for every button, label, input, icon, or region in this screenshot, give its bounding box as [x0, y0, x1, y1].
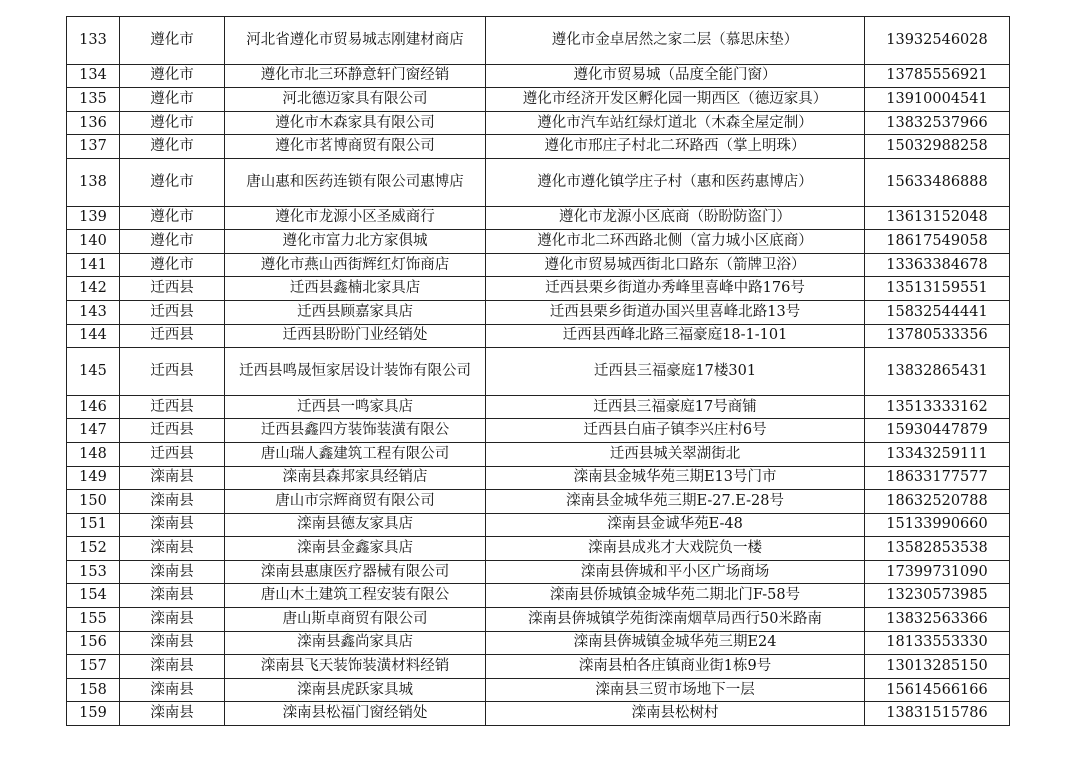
area-cell: 迁西县 — [120, 277, 225, 301]
row-number-cell: 146 — [67, 395, 120, 419]
area-cell: 遵化市 — [120, 17, 225, 65]
area-cell: 滦南县 — [120, 655, 225, 679]
address-cell: 滦南县三贸市场地下一层 — [486, 678, 865, 702]
phone-cell: 15032988258 — [865, 135, 1010, 159]
phone-cell: 15614566166 — [865, 678, 1010, 702]
row-number-cell: 139 — [67, 206, 120, 230]
area-cell: 遵化市 — [120, 206, 225, 230]
row-number-cell: 149 — [67, 466, 120, 490]
address-cell: 迁西县三福豪庭17号商铺 — [486, 395, 865, 419]
area-cell: 遵化市 — [120, 64, 225, 88]
address-cell: 遵化市北二环西路北侧（富力城小区底商） — [486, 230, 865, 254]
table-row — [67, 88, 1010, 112]
row-number-cell: 137 — [67, 135, 120, 159]
address-cell: 滦南县柏各庄镇商业街1栋9号 — [486, 655, 865, 679]
address-cell: 滦南县成兆才大戏院负一楼 — [486, 537, 865, 561]
address-cell: 遵化市金卓居然之家二层（慕思床垫） — [486, 17, 865, 65]
store-name-cell: 滦南县森邦家具经销店 — [225, 466, 486, 490]
phone-cell: 13785556921 — [865, 64, 1010, 88]
store-name-cell: 滦南县德友家具店 — [225, 513, 486, 537]
row-number-cell: 140 — [67, 230, 120, 254]
table-row — [67, 64, 1010, 88]
row-number-cell: 154 — [67, 584, 120, 608]
row-number-cell: 138 — [67, 158, 120, 206]
store-name-cell: 迁西县顾嘉家具店 — [225, 300, 486, 324]
row-number-cell: 148 — [67, 442, 120, 466]
table-row — [67, 631, 1010, 655]
row-number-cell: 143 — [67, 300, 120, 324]
store-name-cell: 遵化市茗博商贸有限公司 — [225, 135, 486, 159]
table-row — [67, 442, 1010, 466]
row-number-cell: 159 — [67, 702, 120, 726]
address-cell: 滦南县倴城和平小区广场商场 — [486, 560, 865, 584]
table-row — [67, 678, 1010, 702]
address-cell: 迁西县城关翠湖街北 — [486, 442, 865, 466]
phone-cell: 18632520788 — [865, 490, 1010, 514]
address-cell: 滦南县金诚华苑E-48 — [486, 513, 865, 537]
phone-cell: 18617549058 — [865, 230, 1010, 254]
row-number-cell: 152 — [67, 537, 120, 561]
area-cell: 迁西县 — [120, 300, 225, 324]
address-cell: 迁西县栗乡街道办秀峰里喜峰中路176号 — [486, 277, 865, 301]
address-cell: 遵化市贸易城（品度全能门窗） — [486, 64, 865, 88]
store-name-cell: 迁西县鑫四方装饰装潢有限公 — [225, 419, 486, 443]
phone-cell: 13780533356 — [865, 324, 1010, 348]
store-name-cell: 滦南县惠康医疗器械有限公司 — [225, 560, 486, 584]
table-row — [67, 466, 1010, 490]
table-row — [67, 348, 1010, 396]
phone-cell: 13513159551 — [865, 277, 1010, 301]
area-cell: 迁西县 — [120, 442, 225, 466]
row-number-cell: 144 — [67, 324, 120, 348]
phone-cell: 13831515786 — [865, 702, 1010, 726]
phone-cell: 13363384678 — [865, 253, 1010, 277]
table-row — [67, 537, 1010, 561]
store-name-cell: 河北德迈家具有限公司 — [225, 88, 486, 112]
store-list-table — [66, 16, 1010, 726]
table-row — [67, 490, 1010, 514]
store-name-cell: 遵化市燕山西街辉红灯饰商店 — [225, 253, 486, 277]
table-row — [67, 655, 1010, 679]
row-number-cell: 151 — [67, 513, 120, 537]
phone-cell: 13832537966 — [865, 111, 1010, 135]
store-name-cell: 唐山市宗辉商贸有限公司 — [225, 490, 486, 514]
table-row — [67, 395, 1010, 419]
store-list-body — [67, 17, 1010, 726]
row-number-cell: 142 — [67, 277, 120, 301]
area-cell: 滦南县 — [120, 631, 225, 655]
address-cell: 滦南县倴城镇金城华苑三期E24 — [486, 631, 865, 655]
area-cell: 遵化市 — [120, 158, 225, 206]
row-number-cell: 145 — [67, 348, 120, 396]
address-cell: 滦南县松树村 — [486, 702, 865, 726]
table-row — [67, 608, 1010, 632]
table-row — [67, 253, 1010, 277]
table-row — [67, 324, 1010, 348]
store-name-cell: 遵化市龙源小区圣威商行 — [225, 206, 486, 230]
area-cell: 滦南县 — [120, 513, 225, 537]
table-row — [67, 584, 1010, 608]
row-number-cell: 150 — [67, 490, 120, 514]
address-cell: 滦南县金城华苑三期E13号门市 — [486, 466, 865, 490]
store-name-cell: 河北省遵化市贸易城志刚建材商店 — [225, 17, 486, 65]
phone-cell: 13910004541 — [865, 88, 1010, 112]
phone-cell: 13832563366 — [865, 608, 1010, 632]
row-number-cell: 153 — [67, 560, 120, 584]
address-cell: 遵化市龙源小区底商（盼盼防盗门） — [486, 206, 865, 230]
phone-cell: 13582853538 — [865, 537, 1010, 561]
store-name-cell: 遵化市富力北方家俱城 — [225, 230, 486, 254]
table-row — [67, 560, 1010, 584]
address-cell: 遵化市邢庄子村北二环路西（掌上明珠） — [486, 135, 865, 159]
area-cell: 迁西县 — [120, 395, 225, 419]
store-name-cell: 迁西县鸣晟恒家居设计装饰有限公司 — [225, 348, 486, 396]
area-cell: 滦南县 — [120, 537, 225, 561]
area-cell: 滦南县 — [120, 702, 225, 726]
phone-cell: 13513333162 — [865, 395, 1010, 419]
store-name-cell: 滦南县虎跃家具城 — [225, 678, 486, 702]
phone-cell: 13343259111 — [865, 442, 1010, 466]
address-cell: 迁西县白庙子镇李兴庄村6号 — [486, 419, 865, 443]
area-cell: 遵化市 — [120, 230, 225, 254]
address-cell: 滦南县倴城镇学苑街滦南烟草局西行50米路南 — [486, 608, 865, 632]
phone-cell: 15133990660 — [865, 513, 1010, 537]
row-number-cell: 136 — [67, 111, 120, 135]
phone-cell: 13013285150 — [865, 655, 1010, 679]
store-name-cell: 滦南县金鑫家具店 — [225, 537, 486, 561]
store-name-cell: 滦南县松福门窗经销处 — [225, 702, 486, 726]
area-cell: 遵化市 — [120, 253, 225, 277]
area-cell: 遵化市 — [120, 88, 225, 112]
phone-cell: 13932546028 — [865, 17, 1010, 65]
table-row — [67, 158, 1010, 206]
row-number-cell: 155 — [67, 608, 120, 632]
address-cell: 滦南县侨城镇金城华苑二期北门F-58号 — [486, 584, 865, 608]
row-number-cell: 156 — [67, 631, 120, 655]
phone-cell: 13230573985 — [865, 584, 1010, 608]
area-cell: 滦南县 — [120, 466, 225, 490]
address-cell: 遵化市遵化镇学庄子村（惠和医药惠博店） — [486, 158, 865, 206]
table-row — [67, 419, 1010, 443]
table-row — [67, 513, 1010, 537]
store-name-cell: 唐山瑞人鑫建筑工程有限公司 — [225, 442, 486, 466]
area-cell: 迁西县 — [120, 419, 225, 443]
store-name-cell: 迁西县盼盼门业经销处 — [225, 324, 486, 348]
table-row — [67, 135, 1010, 159]
table-row — [67, 17, 1010, 65]
store-name-cell: 遵化市木森家具有限公司 — [225, 111, 486, 135]
address-cell: 滦南县金城华苑三期E-27.E-28号 — [486, 490, 865, 514]
table-row — [67, 230, 1010, 254]
phone-cell: 13613152048 — [865, 206, 1010, 230]
area-cell: 迁西县 — [120, 324, 225, 348]
table-row — [67, 206, 1010, 230]
address-cell: 遵化市汽车站红绿灯道北（木森全屋定制） — [486, 111, 865, 135]
phone-cell: 13832865431 — [865, 348, 1010, 396]
row-number-cell: 158 — [67, 678, 120, 702]
store-name-cell: 遵化市北三环静意轩门窗经销 — [225, 64, 486, 88]
address-cell: 遵化市经济开发区孵化园一期西区（德迈家具） — [486, 88, 865, 112]
phone-cell: 15832544441 — [865, 300, 1010, 324]
address-cell: 迁西县三福豪庭17楼301 — [486, 348, 865, 396]
area-cell: 滦南县 — [120, 678, 225, 702]
row-number-cell: 141 — [67, 253, 120, 277]
row-number-cell: 134 — [67, 64, 120, 88]
area-cell: 滦南县 — [120, 490, 225, 514]
row-number-cell: 157 — [67, 655, 120, 679]
store-name-cell: 唐山木土建筑工程安装有限公 — [225, 584, 486, 608]
area-cell: 滦南县 — [120, 584, 225, 608]
phone-cell: 17399731090 — [865, 560, 1010, 584]
row-number-cell: 135 — [67, 88, 120, 112]
address-cell: 遵化市贸易城西街北口路东（箭牌卫浴） — [486, 253, 865, 277]
store-name-cell: 唐山惠和医药连锁有限公司惠博店 — [225, 158, 486, 206]
area-cell: 遵化市 — [120, 135, 225, 159]
phone-cell: 15930447879 — [865, 419, 1010, 443]
store-name-cell: 唐山斯卓商贸有限公司 — [225, 608, 486, 632]
store-name-cell: 滦南县飞天装饰装潢材料经销 — [225, 655, 486, 679]
row-number-cell: 133 — [67, 17, 120, 65]
table-row — [67, 702, 1010, 726]
table-row — [67, 300, 1010, 324]
phone-cell: 18133553330 — [865, 631, 1010, 655]
row-number-cell: 147 — [67, 419, 120, 443]
store-name-cell: 滦南县鑫尚家具店 — [225, 631, 486, 655]
area-cell: 遵化市 — [120, 111, 225, 135]
store-name-cell: 迁西县鑫楠北家具店 — [225, 277, 486, 301]
address-cell: 迁西县栗乡街道办国兴里喜峰北路13号 — [486, 300, 865, 324]
phone-cell: 18633177577 — [865, 466, 1010, 490]
address-cell: 迁西县西峰北路三福豪庭18-1-101 — [486, 324, 865, 348]
phone-cell: 15633486888 — [865, 158, 1010, 206]
table-row — [67, 277, 1010, 301]
area-cell: 滦南县 — [120, 560, 225, 584]
area-cell: 迁西县 — [120, 348, 225, 396]
store-name-cell: 迁西县一鸣家具店 — [225, 395, 486, 419]
area-cell: 滦南县 — [120, 608, 225, 632]
table-row — [67, 111, 1010, 135]
